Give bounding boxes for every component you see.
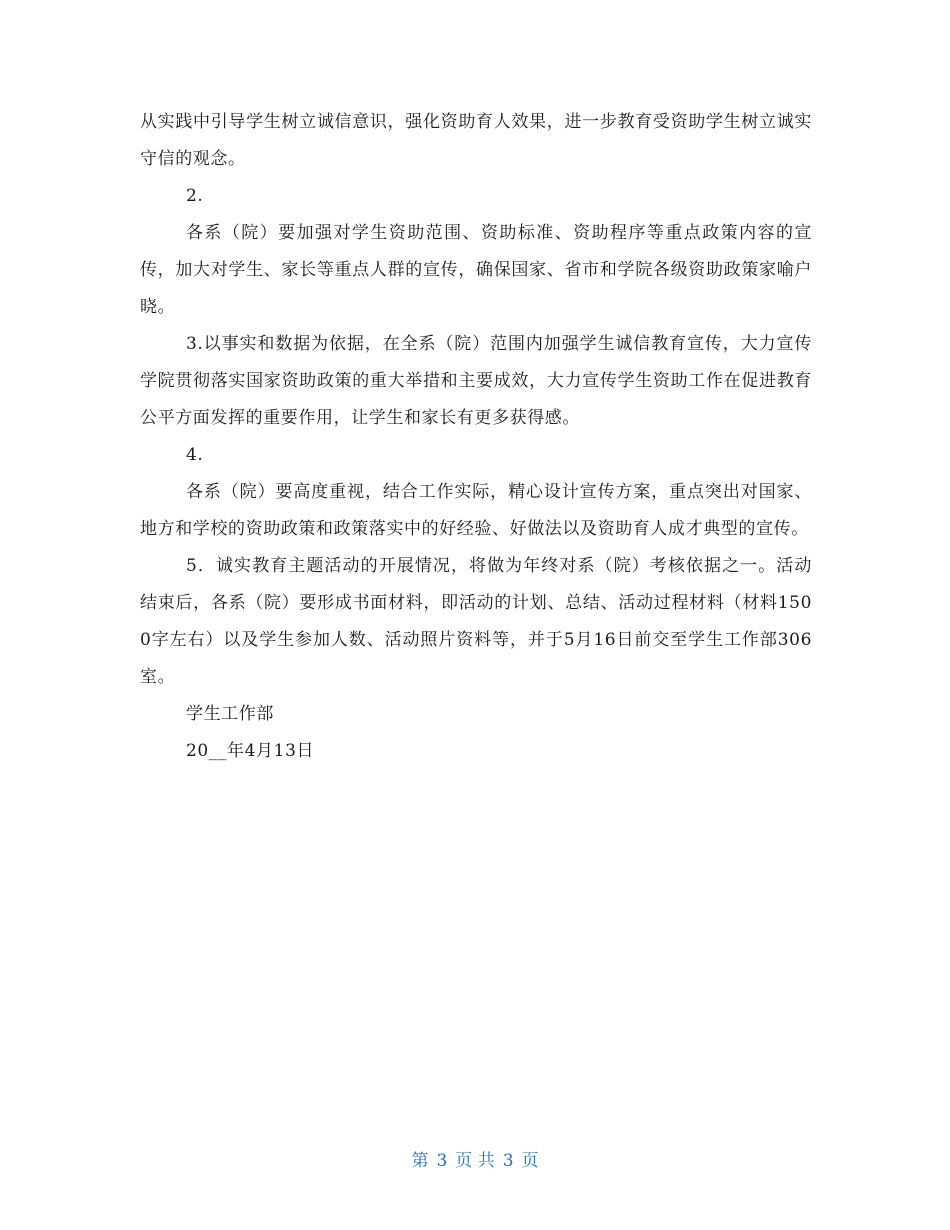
footer-current-page: 3 (436, 1151, 448, 1171)
paragraph-item-4-number: 4. (186, 445, 204, 465)
paragraph-continuation: 从实践中引导学生树立诚信意识，强化资助育人效果，进一步教育受资助学生树立诚实守信的观念。 (140, 112, 812, 169)
page-footer (0, 1146, 950, 1176)
paragraph-item-3: 3.以事实和数据为依据，在全系（院）范围内加强学生诚信教育宣传，大力宣传学院贯彻落实国家资助政策的重大举措和主要成效，大力宣传学生资助工作在促进教育公平方面发挥的重要作用，让学生和家长有更多获得感。 (140, 334, 812, 428)
paragraph-item-4-text: 各系（院）要高度重视，结合工作实际，精心设计宣传方案，重点突出对国家、地方和学校的资助政策和政策落实中的好经验、好做法以及资助育人成才典型的宣传。 (140, 482, 812, 539)
paragraph-item-5: 5．诚实教育主题活动的开展情况，将做为年终对系（院）考核依据之一。活动结束后，各系（院）要形成书面材料，即活动的计划、总结、活动过程材料（材料1500字左右）以及学生参加人数、活动照片资料等，并于5月16日前交至学生工作部306室。 (140, 556, 812, 687)
footer-middle: 页 共 (455, 1151, 495, 1171)
paragraph-item-2-text: 各系（院）要加强对学生资助范围、资助标准、资助程序等重点政策内容的宣传，加大对学生、家长等重点人群的宣传，确保国家、省市和学院各级资助政策家喻户晓。 (140, 223, 812, 317)
footer-total-pages: 3 (502, 1151, 514, 1171)
signature-department: 学生工作部 (186, 704, 274, 724)
footer-suffix: 页 (521, 1151, 539, 1171)
paragraph-item-2-number: 2. (186, 186, 204, 206)
signature-date: 20__年4月13日 (186, 741, 315, 761)
document-body (140, 104, 812, 770)
footer-prefix: 第 (411, 1151, 429, 1171)
